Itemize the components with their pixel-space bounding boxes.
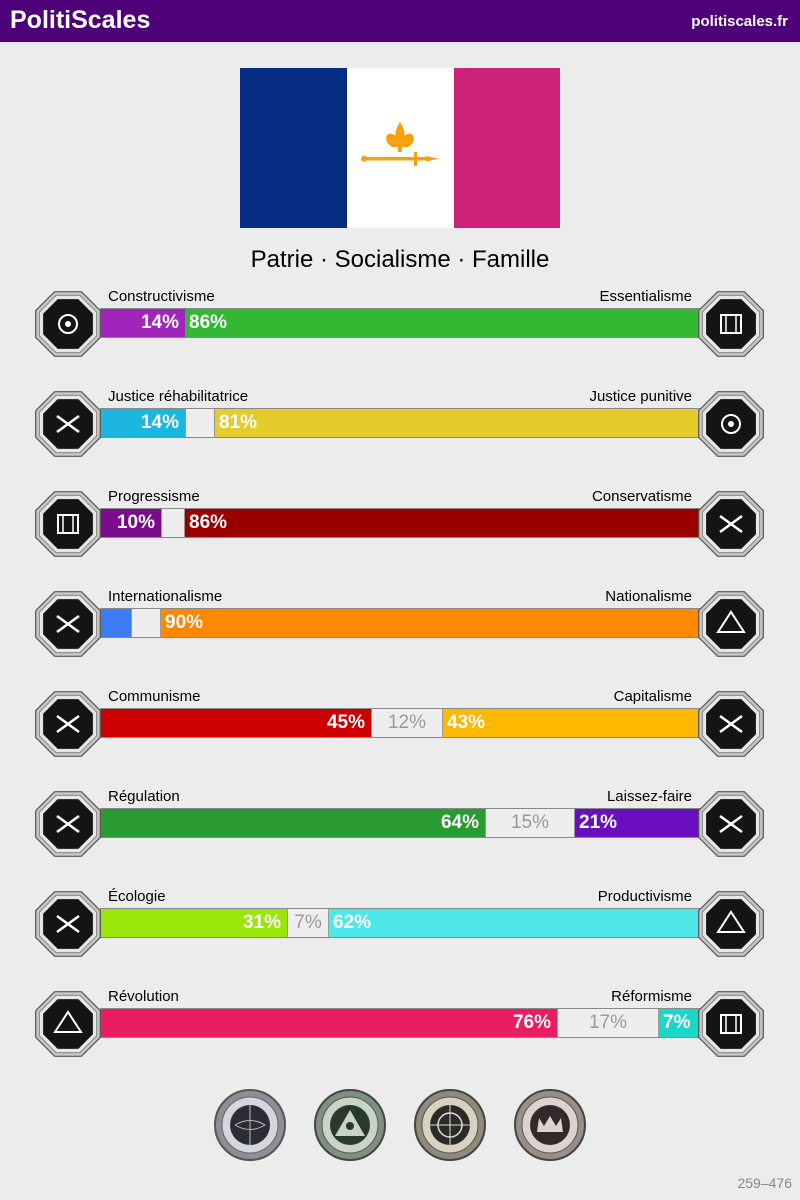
flag-stripe-left bbox=[240, 68, 347, 228]
right-percent: 43% bbox=[447, 712, 486, 733]
axis-bar bbox=[100, 608, 700, 638]
bar-right-segment bbox=[185, 509, 699, 537]
right-percent: 86% bbox=[189, 512, 228, 533]
axis-left-label: Communisme bbox=[108, 688, 201, 705]
right-percent: 7% bbox=[663, 1012, 691, 1033]
axis-bar bbox=[100, 808, 700, 838]
right-percent: 86% bbox=[189, 312, 228, 333]
fist-icon bbox=[33, 988, 103, 1060]
axis-bar bbox=[100, 708, 700, 738]
axis-row bbox=[0, 688, 800, 768]
app-header bbox=[0, 0, 800, 42]
middle-percent: 15% bbox=[510, 812, 550, 833]
hammer-sickle-icon bbox=[33, 688, 103, 760]
axis-row bbox=[0, 988, 800, 1068]
site-link[interactable]: politiscales.fr bbox=[691, 13, 788, 30]
compass-seal-icon bbox=[413, 1088, 487, 1162]
bar-right-segment bbox=[161, 609, 699, 637]
flower-icon bbox=[696, 288, 766, 360]
bar-middle-segment bbox=[161, 509, 185, 537]
axis-left-label: Progressisme bbox=[108, 488, 200, 505]
quill-icon bbox=[696, 488, 766, 560]
bar-middle-segment bbox=[131, 609, 161, 637]
left-percent: 14% bbox=[140, 412, 179, 433]
bar-right-segment bbox=[443, 709, 699, 737]
bar-middle-segment bbox=[185, 409, 215, 437]
bar-left-segment bbox=[101, 609, 131, 637]
bar-left-segment bbox=[101, 809, 485, 837]
axis-row bbox=[0, 388, 800, 468]
axis-bar bbox=[100, 908, 700, 938]
motto: Patrie · Socialisme · Famille bbox=[250, 246, 550, 273]
bar-left-segment bbox=[101, 309, 185, 337]
axis-left-label: Internationalisme bbox=[108, 588, 223, 605]
axis-bar bbox=[100, 408, 700, 438]
axis-row bbox=[0, 288, 800, 368]
eye-icon bbox=[33, 288, 103, 360]
footer-range: 259–476 bbox=[737, 1175, 792, 1191]
bar-right-segment bbox=[659, 1009, 699, 1037]
flag bbox=[240, 68, 560, 228]
bar-left-segment bbox=[101, 709, 371, 737]
right-percent: 90% bbox=[165, 612, 204, 633]
left-percent: 31% bbox=[242, 912, 281, 933]
axis-left-label: Constructivisme bbox=[108, 288, 215, 305]
left-percent: 14% bbox=[140, 312, 179, 333]
bar-right-segment bbox=[329, 909, 699, 937]
bar-right-segment bbox=[185, 309, 699, 337]
bar-middle-segment bbox=[485, 809, 575, 837]
axis-right-label: Capitalisme bbox=[613, 688, 692, 705]
globe-icon bbox=[33, 588, 103, 660]
right-percent: 62% bbox=[333, 912, 372, 933]
middle-percent: 7% bbox=[294, 912, 322, 933]
eye-pyramid-seal-icon bbox=[313, 1088, 387, 1162]
right-percent: 81% bbox=[219, 412, 258, 433]
left-percent: 76% bbox=[512, 1012, 551, 1033]
axis-row bbox=[0, 588, 800, 668]
axis-right-label: Justice punitive bbox=[589, 388, 692, 405]
axis-bar bbox=[100, 308, 700, 338]
axis-bar bbox=[100, 508, 700, 538]
money-bag-icon bbox=[696, 688, 766, 760]
left-percent: 64% bbox=[440, 812, 479, 833]
gear-icon bbox=[696, 888, 766, 960]
bar-left-segment bbox=[101, 409, 185, 437]
axis-right-label: Productivisme bbox=[597, 888, 692, 905]
flag-stripe-right bbox=[454, 68, 560, 228]
axis-left-label: Régulation bbox=[108, 788, 180, 805]
axis-row bbox=[0, 488, 800, 568]
bar-left-segment bbox=[101, 509, 161, 537]
ruler-icon bbox=[33, 788, 103, 860]
bar-right-segment bbox=[575, 809, 699, 837]
globe-seal-icon bbox=[213, 1088, 287, 1162]
axis-right-label: Conservatisme bbox=[591, 488, 692, 505]
handshake-icon bbox=[33, 388, 103, 460]
bar-middle-segment bbox=[287, 909, 329, 937]
middle-percent: 12% bbox=[387, 712, 427, 733]
axis-row bbox=[0, 788, 800, 868]
axis-right-label: Réformisme bbox=[611, 988, 692, 1005]
right-percent: 21% bbox=[579, 812, 618, 833]
bar-middle-segment bbox=[557, 1009, 659, 1037]
parliament-icon bbox=[696, 988, 766, 1060]
axis-bar bbox=[100, 1008, 700, 1038]
axis-left-label: Écologie bbox=[108, 888, 166, 905]
prison-bars-icon bbox=[696, 388, 766, 460]
axis-right-label: Laissez-faire bbox=[606, 788, 692, 805]
axis-right-label: Nationalisme bbox=[605, 588, 692, 605]
left-percent: 10% bbox=[116, 512, 155, 533]
flag-icon bbox=[696, 588, 766, 660]
plant-icon bbox=[33, 888, 103, 960]
bar-middle-segment bbox=[371, 709, 443, 737]
axis-left-label: Justice réhabilitatrice bbox=[108, 388, 249, 405]
bar-left-segment bbox=[101, 1009, 557, 1037]
axis-row bbox=[0, 888, 800, 968]
butterfly-icon bbox=[696, 788, 766, 860]
badges-row bbox=[0, 1088, 800, 1162]
axis-left-label: Révolution bbox=[108, 988, 179, 1005]
bar-right-segment bbox=[215, 409, 699, 437]
crown-seal-icon bbox=[513, 1088, 587, 1162]
rocket-icon bbox=[33, 488, 103, 560]
middle-percent: 17% bbox=[588, 1012, 628, 1033]
left-percent: 45% bbox=[326, 712, 365, 733]
bar-left-segment bbox=[101, 909, 287, 937]
brand-title[interactable]: PolitiScales bbox=[10, 6, 151, 34]
axis-right-label: Essentialisme bbox=[599, 288, 692, 305]
